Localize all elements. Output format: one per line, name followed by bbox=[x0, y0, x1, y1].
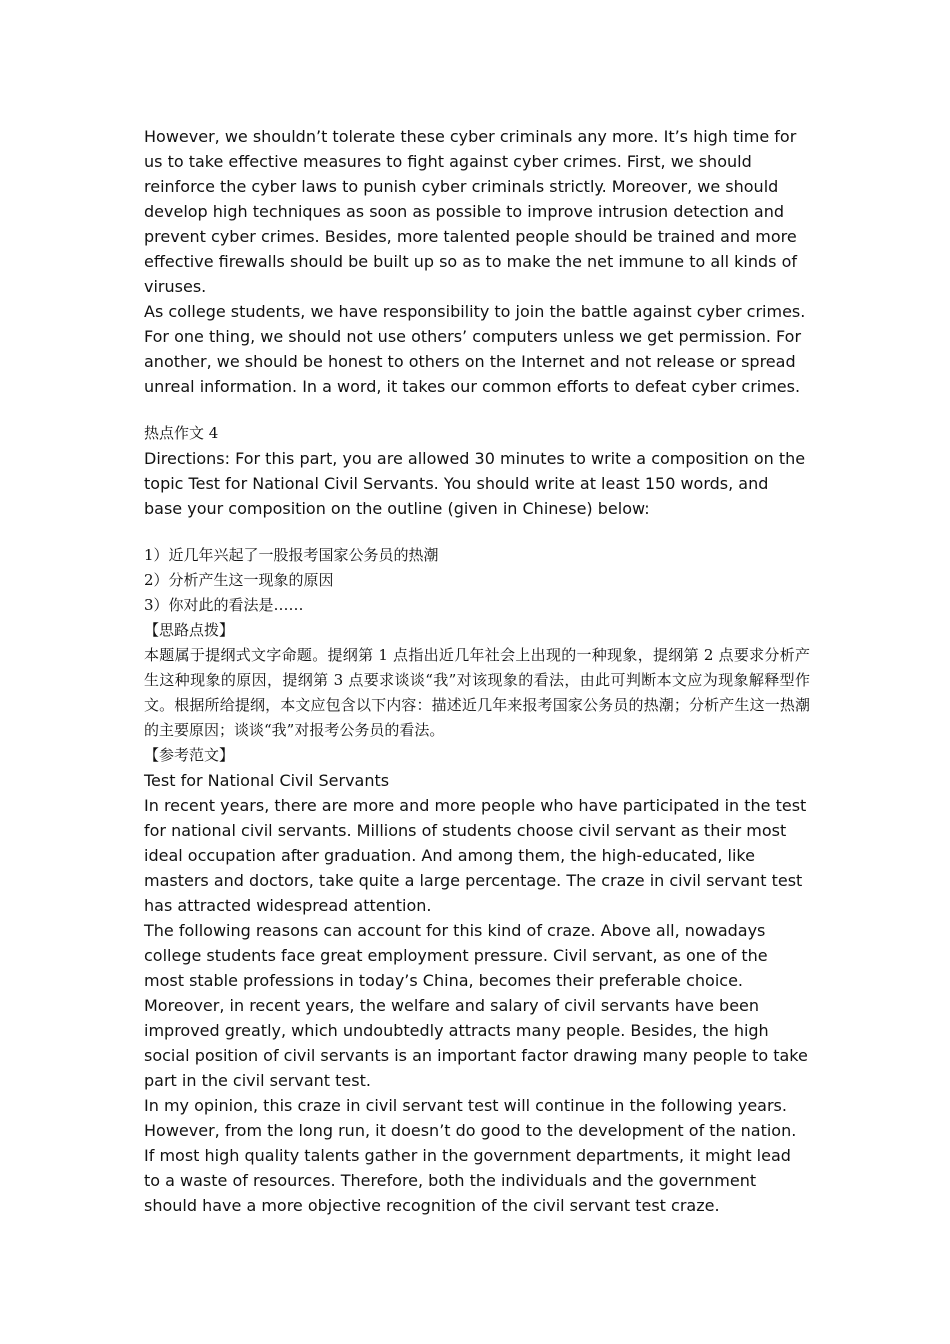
outline-item-3: 3）你对此的看法是…… bbox=[144, 596, 304, 614]
essay4-heading: 热点作文 4 bbox=[144, 424, 219, 442]
sample-paragraph-1: In recent years, there are more and more people who have participated in the test for national civil servants. Millions of students choose civil servant as their most ideal occupation after graduation. And among them, the high-educated, like masters and doctors, take quite a large percentage. The craze in civil servant test has attracted widespread attention. bbox=[144, 796, 807, 915]
document-page bbox=[144, 124, 810, 1218]
essay3-paragraph-1: However, we shouldn’t tolerate these cyber criminals any more. It’s high time for us to take effective measures to fight against cyber crimes. First, we should reinforce the cyber laws to punish cyber criminals strictly. Moreover, we should develop high techniques as soon as possible to improve intrusion detection and prevent cyber crimes. Besides, more talented people should be trained and more effective firewalls should be built up so as to make the net immune to all kinds of viruses. bbox=[144, 127, 797, 296]
sample-paragraph-2: The following reasons can account for this kind of craze. Above all, nowadays college students face great employment pressure. Civil servant, as one of the most stable professions in today’s China, becomes their preferable choice. Moreover, in recent years, the welfare and salary of civil servants have been improved greatly, which undoubtedly attracts many people. Besides, the high social position of civil servants is an important factor drawing many people to take part in the civil servant test. bbox=[144, 921, 808, 1090]
sample-title: Test for National Civil Servants bbox=[144, 771, 390, 790]
outline-item-2: 2）分析产生这一现象的原因 bbox=[144, 571, 334, 589]
analysis-label: 【思路点拨】 bbox=[144, 621, 235, 639]
essay4-directions: Directions: For this part, you are allowed 30 minutes to write a composition on the topic Test for National Civil Servants. You should write at least 150 words, and base your composition on the outline (given in Chinese) below: bbox=[144, 449, 806, 518]
section-spacer bbox=[144, 399, 810, 421]
sample-paragraph-3: In my opinion, this craze in civil servant test will continue in the following years. However, from the long run, it doesn’t do good to the development of the nation. If most high quality talents gather in the government departments, it might lead to a waste of resources. Therefore, both the individuals and the government should have a more objective recognition of the civil servant test craze. bbox=[144, 1096, 797, 1215]
outline-item-1: 1）近几年兴起了一股报考国家公务员的热潮 bbox=[144, 546, 439, 564]
sample-label: 【参考范文】 bbox=[144, 746, 235, 764]
essay3-paragraph-2: As college students, we have responsibility to join the battle against cyber crimes. For one thing, we should not use others’ computers unless we get permission. For another, we should be honest to others on the Internet and not release or spread unreal information. In a word, it takes our common efforts to defeat cyber crimes. bbox=[144, 302, 806, 396]
analysis-text: 本题属于提纲式文字命题。提纲第 1 点指出近几年社会上出现的一种现象，提纲第 2 点要求分析产生这种现象的原因，提纲第 3 点要求谈谈“我”对该现象的看法，由此可判断本文应为现象解释型作文。根据所给提纲，本文应包含以下内容：描述近几年来报考国家公务员的热潮；分析产生这一热潮的主要原因；谈谈“我”对报考公务员的看法。 bbox=[144, 646, 810, 739]
directions-spacer bbox=[144, 521, 810, 543]
